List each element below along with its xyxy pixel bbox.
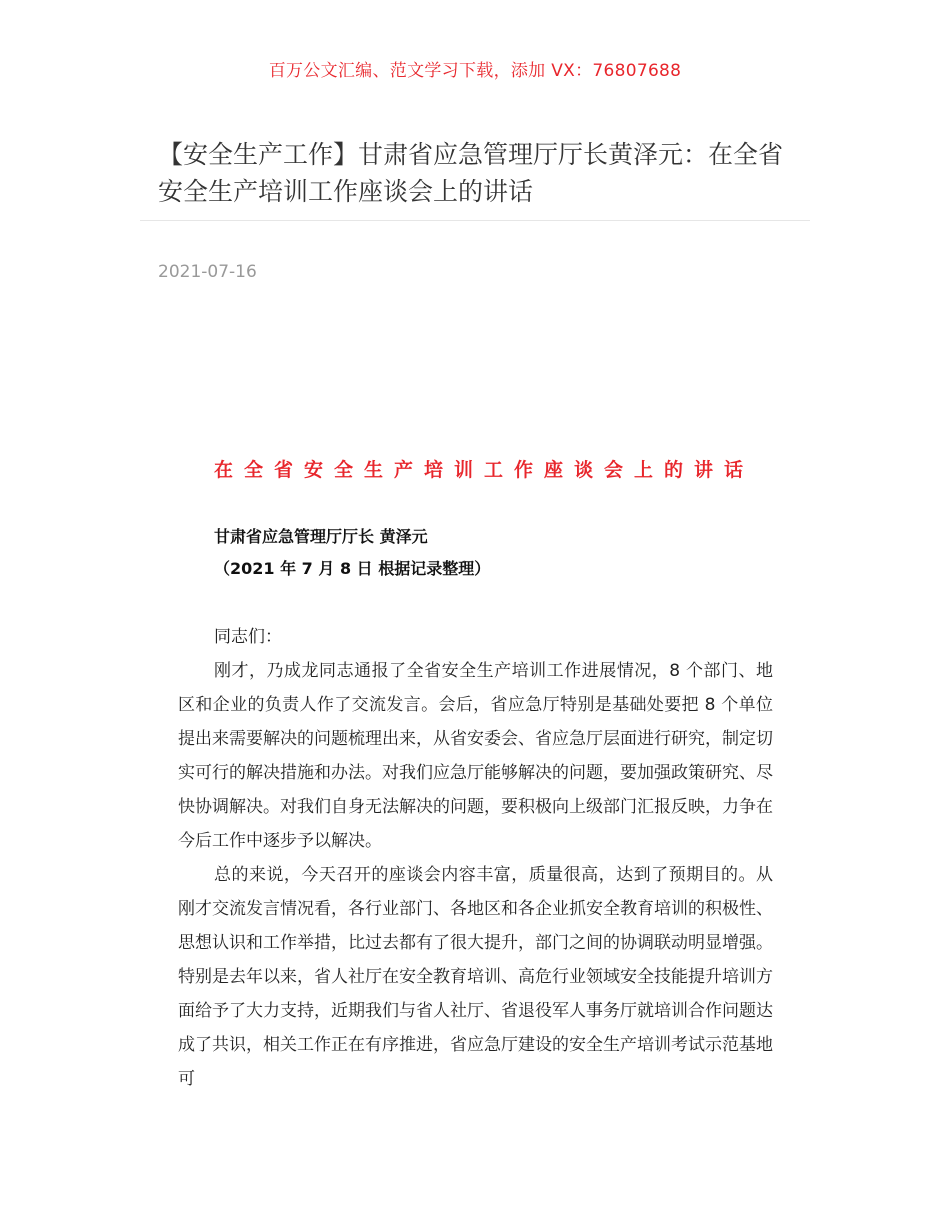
body-paragraph: 刚才，乃成龙同志通报了全省安全生产培训工作进展情况，8 个部门、地区和企业的负责人作了交流发言。会后，省应急厅特别是基础处要把 8 个单位提出来需要解决的问题梳理出来，从省安委会、省应急厅层面进行研究，制定切实可行的解决措施和办法。对我们应急厅能够解决的问题，要加强政策研究、尽快协调解决。对我们自身无法解决的问题，要积极向上级部门汇报反映，力争在今后工作中逐步予以解决。	[178, 661, 773, 851]
publish-date: 2021-07-16	[158, 262, 257, 282]
body-paragraph: 总的来说，今天召开的座谈会内容丰富，质量很高，达到了预期目的。从刚才交流发言情况看，各行业部门、各地区和各企业抓安全教育培训的积极性、思想认识和工作举措，比过去都有了很大提升，部门之间的协调联动明显增强。特别是去年以来，省人社厅在安全教育培训、高危行业领域安全技能提升培训方面给予了大力支持，近期我们与省人社厅、省退役军人事务厅就培训合作问题达成了共识，相关工作正在有序推进，省应急厅建设的安全生产培训考试示范基地可	[178, 865, 773, 1089]
document-heading: 在全省安全生产培训工作座谈会上的讲话	[214, 459, 755, 481]
greeting: 同志们：	[214, 627, 282, 647]
article-title: 【安全生产工作】甘肃省应急管理厅厅长黄泽元：在全省安全生产培训工作座谈会上的讲话	[158, 140, 784, 206]
document-author: 甘肃省应急管理厅厅长 黄泽元	[214, 527, 428, 546]
document-date-note: （2021 年 7 月 8 日 根据记录整理）	[214, 559, 491, 578]
promo-banner: 百万公文汇编、范文学习下载，添加 VX：76807688	[268, 61, 682, 81]
document-body	[178, 620, 773, 1096]
title-divider	[140, 220, 810, 221]
